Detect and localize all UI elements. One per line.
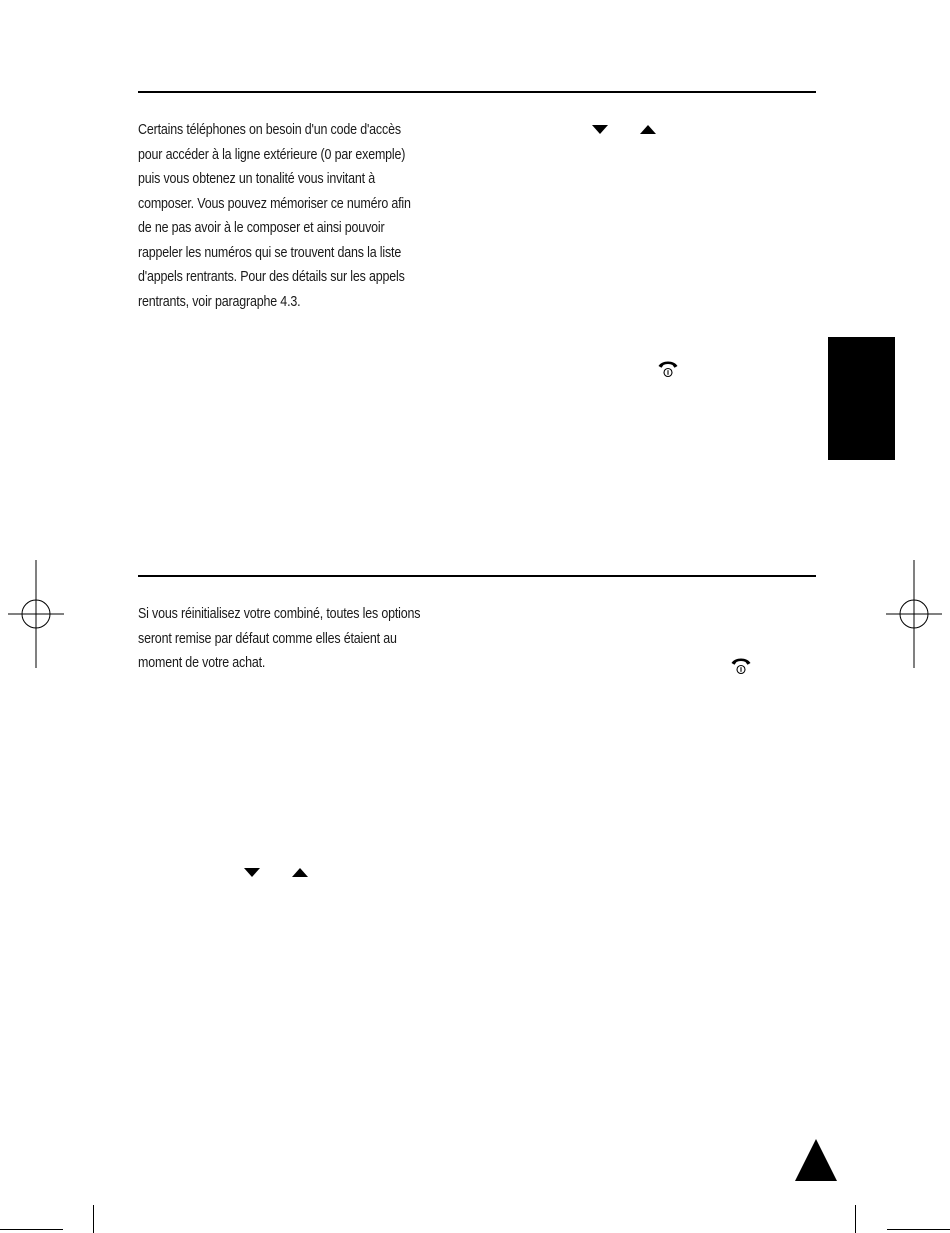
paragraph-line: de ne pas avoir à le composer et ainsi pouvoir: [138, 220, 385, 236]
paragraph-line: puis vous obtenez un tonalité vous invitant à: [138, 171, 375, 187]
access-code-paragraph: [138, 118, 411, 314]
arrow-down-icon: [243, 866, 261, 878]
paragraph-line: composer. Vous pouvez mémoriser ce numéro afin: [138, 195, 411, 212]
paragraph-line: seront remise par défaut comme elles étaient au: [138, 630, 397, 647]
reset-paragraph: [138, 602, 420, 676]
phone-end-icon: [656, 358, 680, 378]
trim-mark: [0, 1229, 63, 1230]
trim-mark: [93, 1205, 94, 1233]
paragraph-line: d'appels rentrants. Pour des détails sur les appels: [138, 269, 405, 285]
paragraph-line: rentrants, voir paragraphe 4.3.: [138, 293, 301, 310]
paragraph-line: Si vous réinitialisez votre combiné, toutes les options: [138, 606, 421, 622]
arrow-up-icon: [291, 866, 309, 878]
paragraph-line: moment de votre achat.: [138, 655, 266, 671]
section-rule-bottom: [138, 575, 816, 577]
paragraph-line: Certains téléphones on besoin d'un code d'accès: [138, 122, 401, 138]
arrow-down-icon: [591, 123, 609, 135]
registration-mark-icon: [8, 560, 64, 668]
page-corner-triangle-icon: [794, 1138, 838, 1182]
trim-mark: [855, 1205, 856, 1233]
trim-mark: [887, 1229, 950, 1230]
language-tab: [828, 337, 895, 460]
paragraph-line: pour accéder à la ligne extérieure (0 par exemple): [138, 146, 406, 163]
registration-mark-icon: [886, 560, 942, 668]
phone-end-icon: [729, 655, 753, 675]
section-rule-top: [138, 91, 816, 93]
paragraph-line: rappeler les numéros qui se trouvent dans la liste: [138, 244, 402, 261]
arrow-up-icon: [639, 123, 657, 135]
